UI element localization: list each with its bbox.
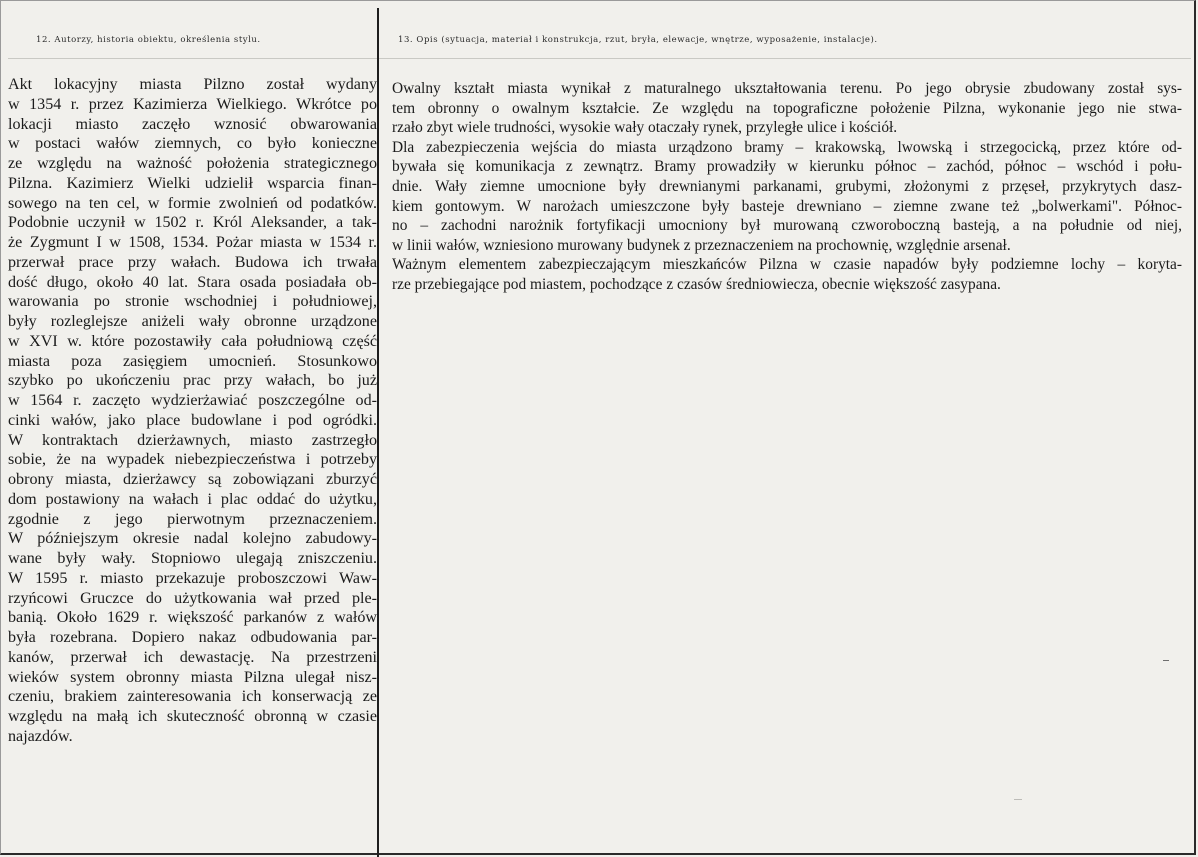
text-line: W kontraktach dzierżawnych, miasto zastrzegło [8,431,377,449]
text-line: obrony miasta, dzierżawcy są zobowiązani zburzyć [8,471,377,488]
text-line: zgodnie z jego pierwotnym przeznaczeniem. [8,510,377,528]
text-line: czeniu, brakiem zainteresowania ich konserwacją ze [8,688,377,706]
text-line: banią. Około 1629 r. większość parkanów z wałów [8,609,377,627]
history-text-column [8,75,377,765]
text-line: Akt lokacyjny miasta Pilzno został wydany [8,76,377,93]
text-line: Ważnym elementem zabezpieczającym mieszkańców Pilzna w czasie napadów były podziemne lochy – koryta- [392,256,1182,274]
text-line: warowania po stronie wschodniej i południowej, [8,293,377,311]
text-line: szybko po ukończeniu prac przy wałach, bo już [8,372,377,390]
section-12-title: 12. Autorzy, historia obiektu, określenia stylu. [36,35,261,45]
section-13-title: 13. Opis (sytuacja, materiał i konstrukcja, rzut, bryła, elewacje, wnętrze, wyposażenie, instalacje). [398,35,878,45]
text-line: rze przebiegające pod miastem, pochodzące z czasów średniowiecza, obecnie większość zasypana. [392,275,1001,293]
scan-mark [1014,799,1022,800]
text-line: w 1354 r. przez Kazimierza Wielkiego. Wkrótce po [8,95,377,113]
scan-mark [1163,660,1169,661]
text-line: dnie. Wały ziemne umocnione były drewnianymi parkanami, grubymi, złożonymi z przęseł, przykrytych dasz- [392,177,1182,195]
text-line: w 1564 r. zaczęto wydzierżawiać poszczególne od- [8,392,377,409]
text-line: najazdów. [8,727,73,745]
text-line: W 1595 r. miasto przekazuje proboszczowi Waw- [8,569,377,587]
text-line: w postaci wałów ziemnych, co było konieczne [8,135,377,153]
text-line: rzało zbyt wiele trudności, wysokie wały otaczały rynek, przyległe ulice i kościół. [392,119,898,137]
text-line: że Zygmunt I w 1508, 1534. Pożar miasta w 1534 r. [8,234,377,251]
text-line: wieków system obronny miasta Pilzna ulegał nisz- [8,668,377,686]
text-line: no – zachodni narożnik fortyfikacji umocniony był murowaną czworoboczną basteją, a na południe od niej, [392,217,1182,235]
text-line: Podobnie uczynił w 1502 r. Król Aleksander, a tak- [8,214,377,232]
column-divider [377,8,379,857]
text-line: Owalny kształt miasta wynikał z maturalnego ukształtowania terenu. Po jego obrysie zbudowany został sys- [392,80,1182,97]
text-line: rzyńcowi Gruczce do użytkowania wał przed ple- [8,589,377,607]
text-line: cinki wałów, jako place budowlane i pod ogródki. [8,411,377,429]
header-rule [8,58,1191,59]
text-line: były rozleglejsze aniżeli wały obronne urządzone [8,313,377,330]
text-line: przerwał prace przy wałach. Budowa ich trwała [8,253,377,271]
text-line: sowego na ten cel, w formie zwolnień od podatków. [8,194,377,212]
text-line: ze względu na ważność położenia strategicznego [8,155,377,172]
text-line: dom postawiony na wałach i plac oddać do użytku, [8,490,377,508]
text-line: dość długo, około 40 lat. Stara osada posiadała ob- [8,273,377,291]
text-line: w XVI w. które pozostawiły cała południową część [8,332,377,350]
text-line: Dla zabezpieczenia wejścia do miasta urządzono bramy – krakowską, lwowską i strzegocicką, przez które od- [392,138,1182,156]
text-line: wane były wały. Stopniowo ulegają zniszczeniu. [8,550,377,567]
text-line: Pilzna. Kazimierz Wielki udzielił wsparcia finan- [8,174,377,192]
text-line: względu na małą ich skuteczność obronną w czasie [8,708,377,725]
text-line: sobie, że na wypadek niebezpieczeństwa i potrzeby [8,451,377,469]
text-line: kiem gontowym. W narożach umieszczone były basteje drewniano – ziemne zwane też „bolwerkami". Północ- [392,197,1182,215]
text-line: lokacji miasto zaczęło wznosić obwarowania [8,115,377,133]
text-line: bywała się komunikacja z zewnątrz. Bramy prowadziły w kierunku północ – zachód, północ – wschód i połu- [392,158,1182,176]
text-line: w linii wałów, wzniesiono murowany budynek z przeznaczeniem na prochownię, względnie arsenał. [392,236,1011,254]
text-line: tem obronny o owalnym kształcie. Ze względu na topograficzne położenie Pilzna, wykonanie jego nie stwa- [392,99,1182,117]
text-line: miasta poza zasięgiem umocnień. Stosunkowo [8,352,377,370]
text-line: była rozebrana. Dopiero nakaz odbudowania par- [8,629,377,646]
description-text-column [392,79,1182,295]
text-line: kanów, przerwał ich dewastację. Na przestrzeni [8,648,377,666]
text-line: W późniejszym okresie nadal kolejno zabudowy- [8,530,377,548]
